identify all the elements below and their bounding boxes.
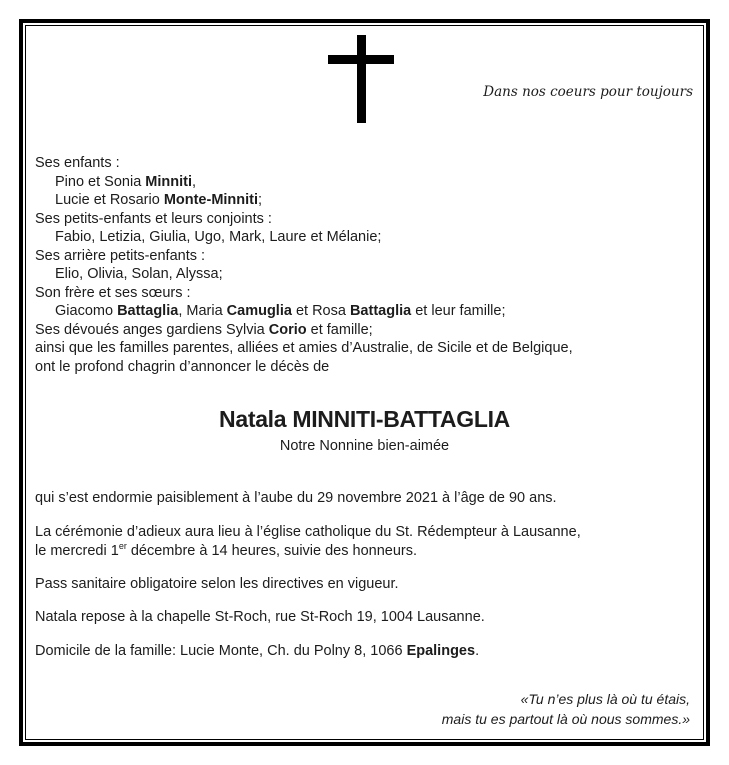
deceased-name: Natala MINNITI-BATTAGLIA — [219, 406, 510, 432]
surname-bold: Monte-Minniti — [163, 192, 259, 208]
family-line — [35, 339, 573, 358]
family-line — [35, 173, 573, 192]
text-segment: et leur famille; — [411, 303, 506, 319]
ceremony-line1: La cérémonie d’adieux aura lieu à l’église catholique du St. Rédempteur à Lausanne, — [35, 524, 581, 540]
family-line — [35, 321, 573, 340]
text-segment: ont le profond chagrin d’annoncer le décès de — [35, 358, 330, 375]
health-pass-notice: Pass sanitaire obligatoire selon les directives en vigueur. — [35, 576, 399, 592]
death-announcement: qui s’est endormie paisiblement à l’aube du 29 novembre 2021 à l’âge de 90 ans. — [35, 490, 557, 506]
inner-border — [25, 25, 704, 740]
cross-horizontal-bar — [328, 55, 394, 64]
text-segment: Giacomo — [55, 303, 118, 319]
decorative-double-border — [19, 19, 710, 746]
family-line — [35, 284, 573, 303]
text-segment: , Maria — [178, 303, 227, 319]
text-segment: Lucie et Rosario — [55, 192, 164, 208]
family-line — [35, 358, 573, 377]
family-line — [35, 191, 573, 210]
text-segment: Ses arrière petits-enfants : — [35, 247, 206, 264]
family-line — [35, 265, 573, 284]
surname-bold: Corio — [268, 321, 307, 338]
ceremony-line2-pre: le mercredi 1 — [35, 542, 119, 559]
text-segment: et Rosa — [291, 303, 350, 319]
latin-cross-icon — [328, 35, 394, 123]
surname-bold: Battaglia — [349, 303, 412, 319]
text-segment: Ses dévoués anges gardiens Sylvia — [35, 321, 269, 338]
family-line — [35, 154, 573, 173]
ceremony-line2-post: décembre à 14 heures, suivie des honneurs. — [126, 542, 418, 559]
text-segment: ainsi que les familles parentes, alliées et amies d’Australie, de Sicile et de Belgique, — [35, 340, 573, 356]
surname-bold: Camuglia — [226, 303, 292, 319]
surname-bold: Minniti — [145, 173, 193, 190]
address-town-bold: Epalinges — [406, 643, 476, 659]
family-address — [35, 642, 479, 661]
text-segment: Son frère et ses sœurs : — [35, 284, 191, 301]
address-text: Domicile de la famille: Lucie Monte, Ch. du Polny 8, 1066 — [35, 643, 407, 659]
family-line — [35, 210, 573, 229]
text-segment: Elio, Olivia, Solan, Alyssa; — [55, 266, 223, 282]
surname-bold: Battaglia — [117, 303, 179, 319]
cross-vertical-bar — [357, 35, 366, 123]
ordinal-superscript: er — [118, 540, 127, 551]
closing-quote-line1: «Tu n’es plus là où tu étais, — [520, 691, 690, 707]
text-segment: Fabio, Letizia, Giulia, Ugo, Mark, Laure et Mélanie; — [55, 229, 382, 245]
family-line — [35, 247, 573, 266]
text-segment: Ses petits-enfants et leurs conjoints : — [35, 210, 272, 227]
closing-quote-line2: mais tu es partout là où nous sommes.» — [441, 710, 690, 727]
text-segment: Ses enfants : — [35, 155, 120, 171]
chapel-info: Natala repose à la chapelle St-Roch, rue St-Roch 19, 1004 Lausanne. — [35, 609, 485, 625]
text-segment: et famille; — [306, 321, 373, 338]
header-motto: Dans nos coeurs pour toujours — [483, 84, 693, 100]
text-segment: , — [192, 173, 197, 190]
family-list — [35, 154, 573, 376]
text-segment: ; — [258, 192, 263, 208]
ceremony-details — [35, 523, 581, 560]
deceased-subtitle: Notre Nonnine bien-aimée — [279, 438, 450, 454]
text-segment: Pino et Sonia — [55, 173, 146, 190]
family-line — [35, 302, 573, 321]
family-line — [35, 228, 573, 247]
closing-quote — [442, 690, 690, 729]
address-period: . — [475, 643, 480, 659]
